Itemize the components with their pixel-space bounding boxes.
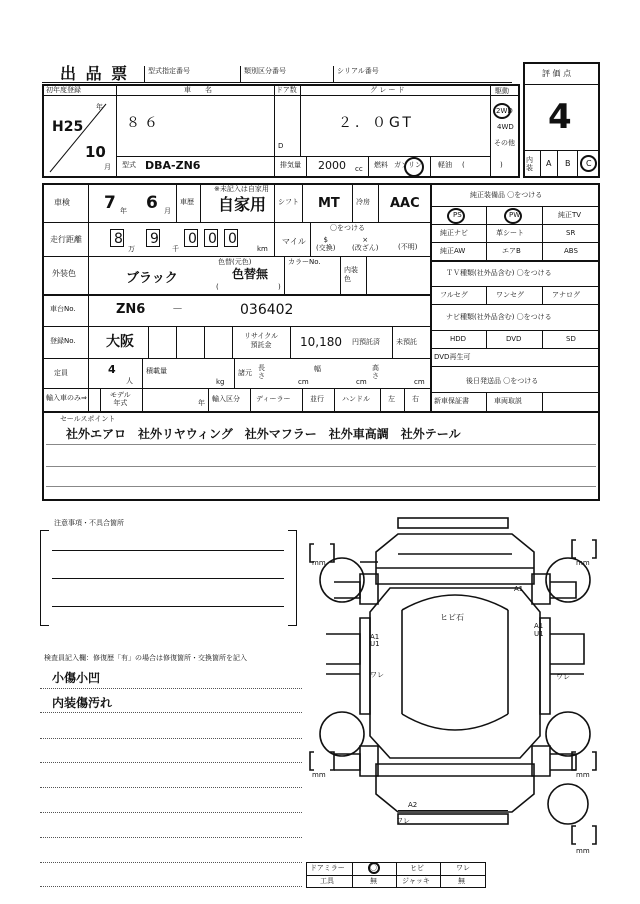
drive-other: その他 (494, 139, 515, 147)
fuel-circle (404, 157, 424, 177)
month-unit: 月 (104, 163, 111, 171)
mm-rear-left: mm (312, 771, 326, 779)
length-cm: cm (298, 378, 309, 386)
recycle-unit: 円預託済 (352, 338, 380, 346)
footer-hibi: ヒビ (410, 864, 424, 872)
mileage-digit-0: 8 (114, 231, 123, 247)
equip-leather: 革シート (496, 229, 524, 237)
car-name-label: 車 名 (184, 86, 212, 94)
equip-pw-circle (504, 208, 522, 224)
width-cm: cm (356, 378, 367, 386)
chassis-number: 036402 (240, 302, 294, 318)
notes-label: 注意事項・不具合箇所 (54, 519, 124, 527)
tv-fullseg: フルセグ (440, 291, 468, 299)
shift-value: MT (318, 196, 340, 211)
doors-label: ドア数 (276, 86, 297, 94)
mileage-digit-1: 9 (150, 231, 159, 247)
windshield-top (402, 595, 508, 610)
tv-oneseg: ワンセグ (496, 291, 524, 299)
altered-label: × (改ざん) (352, 236, 379, 252)
equip-ps-circle (447, 208, 465, 224)
mm-spare: mm (576, 847, 590, 855)
man-label: 万 (128, 245, 135, 253)
unknown-label: (不明) (398, 243, 418, 251)
equip-navi: 純正ナビ (440, 229, 468, 237)
sales-point-label: セールスポイント (60, 415, 116, 423)
serial-label: シリアル番号 (337, 67, 379, 75)
tv-title: ＴＶ種類(社外品含む) 〇をつける (446, 269, 552, 277)
drive-label: 駆動 (495, 87, 509, 95)
chassis-prefix: ZN6 (116, 302, 146, 317)
mark-crack-right: ワレ (556, 673, 570, 681)
reg-value: 大阪 (106, 334, 134, 350)
later-manual: 車両取説 (494, 397, 522, 405)
mm-front-left: mm (312, 559, 326, 567)
footer-mirror-circle (368, 862, 380, 874)
navi-sd: SD (566, 335, 576, 343)
note-line-0: 小傷小凹 (52, 671, 101, 685)
wheel-rear-right (546, 712, 590, 756)
mark-chip: ヒビ石 (440, 613, 464, 622)
fuel-label: 燃料 (374, 161, 388, 169)
equip-abs: ABS (564, 247, 578, 255)
int-color-label: 内装色 (344, 266, 358, 283)
note-line-1: 内装傷汚れ (52, 696, 113, 710)
parallel-label: 並行 (310, 395, 324, 403)
mm-front-right: mm (576, 559, 590, 567)
sen-label: 千 (172, 245, 179, 253)
history-note: ※未記入は自家用 (214, 185, 269, 193)
footer-jack-label: ジャッキ (402, 877, 430, 885)
hood (376, 534, 534, 584)
shaken-year: 7 (104, 193, 116, 213)
mileage-digit-3: 0 (208, 231, 217, 247)
grade-value: ２．０GT (338, 115, 414, 131)
footer-tool-value: 無 (370, 877, 377, 885)
color-no-label: カラーNo. (288, 258, 321, 266)
handle-label: ハンドル (342, 395, 370, 403)
interior-c-circle (580, 155, 597, 172)
footer-tool-label: 工具 (320, 877, 334, 885)
front-bumper (398, 518, 508, 528)
dims-label: 諸元 (238, 369, 252, 377)
rear-bumper (398, 814, 508, 824)
mm-rear-right: mm (576, 771, 590, 779)
equip-airbag: エアB (502, 247, 521, 255)
doors-value: D (278, 142, 284, 150)
color-change-value: 色替無 (232, 267, 269, 281)
import-label: 輸入車のみ⇒ (46, 394, 87, 402)
year-unit: 年 (96, 103, 103, 111)
paren-close: ) (500, 161, 503, 169)
history-label: 車歴 (180, 198, 194, 206)
km-label: km (257, 245, 268, 253)
equip-pw: PW (509, 211, 521, 219)
length-label: 長さ (258, 364, 265, 380)
interior-a: A (546, 159, 552, 168)
score-value: 4 (548, 97, 572, 137)
ac-label: 冷房 (356, 198, 370, 206)
height-label: 高さ (372, 364, 379, 380)
later-title: 後日発送品 〇をつける (466, 377, 539, 385)
interior-label: 内装 (526, 156, 533, 172)
later-warranty: 新車保証書 (434, 397, 469, 405)
recycle-unpaid: 未預託 (396, 338, 417, 346)
navi-hdd: HDD (450, 335, 467, 343)
wheel-rear-left (320, 712, 364, 756)
score-label: 評 価 点 (542, 69, 572, 78)
mark-a1-front: A1 (514, 585, 524, 593)
circle-note: 〇をつける (330, 224, 365, 232)
mark-a1-u1-right: A1 U1 (534, 622, 544, 638)
shaken-month: 6 (146, 193, 158, 213)
footer-mirror-label: ドアミラー (310, 864, 345, 872)
navi-dvd: DVD (506, 335, 522, 343)
light-oil-label: 軽油 (438, 161, 452, 169)
wheel-front-left (320, 558, 364, 602)
right-label: 右 (412, 395, 419, 403)
capacity-label: 定員 (54, 369, 68, 377)
inspector-label: 検査員記入欄：修復歴「有」の場合は修復箇所・交換箇所を記入 (44, 654, 247, 662)
mileage-label: 走行距離 (50, 235, 82, 244)
class-label: 類別区分番号 (244, 67, 286, 75)
tv-analog: アナログ (552, 291, 580, 299)
mark-a1-u1-left: A1 U1 (370, 633, 380, 648)
width-label: 幅 (314, 365, 321, 373)
model-label: 型式 (122, 161, 136, 169)
model-cert-label: 型式指定番号 (148, 67, 190, 75)
model-year-label: モデル 年式 (110, 391, 131, 407)
ext-color-value: ブラック (126, 271, 178, 286)
footer-jack-value: 無 (458, 877, 465, 885)
fuel-value: ガソリン (394, 161, 422, 169)
car-diagram (306, 514, 606, 858)
chassis-dash: － (172, 302, 183, 315)
first-reg-year: H25 (52, 119, 84, 135)
displacement-value: 2000 (318, 159, 346, 172)
displacement-unit: cc (355, 165, 363, 173)
import-class-label: 輸入区分 (212, 395, 240, 403)
exchange-label: $ (交換) (316, 236, 336, 252)
grade-label: グ レ ー ド (370, 86, 405, 94)
equip-sr: SR (566, 229, 576, 237)
interior-b: B (565, 159, 571, 168)
recycle-label: リサイクル 預託金 (244, 332, 279, 349)
genuine-title: 純正装備品 〇をつける (470, 191, 543, 199)
shaken-month-unit: 月 (164, 207, 171, 215)
spare-tire (548, 784, 588, 824)
sales-point-text: 社外エアロ 社外リヤウィング 社外マフラー 社外車高調 社外テール (66, 427, 461, 441)
mark-crack-rear: ワレ (396, 817, 410, 825)
first-reg-label: 初年度登録 (46, 86, 81, 94)
mileage-digit-2: 0 (188, 231, 197, 247)
footer-ware: ワレ (456, 864, 470, 872)
footer-mirror-value: 〇 (370, 864, 377, 872)
navi-title: ナビ種類(社外品含む) 〇をつける (446, 313, 552, 321)
chassis-label: 車台No. (50, 305, 76, 313)
history-value: 自家用 (218, 195, 267, 214)
dvd-playable: DVD再生可 (434, 353, 471, 361)
mark-crack-left: ワレ (370, 671, 384, 679)
shaken-label: 車検 (54, 198, 70, 207)
recycle-value: 10,180 (300, 335, 342, 349)
displacement-label: 排気量 (280, 161, 301, 169)
ac-value: AAC (390, 196, 420, 211)
shaken-year-unit: 年 (120, 207, 127, 215)
drive-2wd-circle (493, 103, 511, 119)
reg-label: 登録No. (50, 337, 76, 345)
form-title: 出 品 票 (60, 64, 130, 83)
capacity-unit: 人 (126, 377, 133, 385)
model-year-unit: 年 (198, 399, 205, 407)
dealer-label: ディーラー (256, 395, 291, 403)
kg-label: kg (216, 378, 225, 386)
left-label: 左 (388, 395, 395, 403)
equip-aw: 純正AW (440, 247, 466, 255)
interior-c: C (586, 159, 592, 168)
rear-glass (402, 714, 508, 730)
paren-open: ( (462, 161, 465, 169)
drive-4wd: 4WD (497, 123, 514, 131)
mark-a2: A2 (408, 801, 418, 809)
equip-tv: 純正TV (558, 211, 582, 219)
load-label: 積載量 (146, 367, 167, 375)
first-reg-month: 10 (85, 143, 106, 161)
height-cm: cm (414, 378, 425, 386)
model-value: DBA-ZN6 (145, 159, 201, 172)
color-change-label: 色替(元色) (218, 258, 252, 266)
mile-label: マイル (282, 237, 306, 246)
drive-2wd: 2WD (496, 107, 513, 115)
capacity-value: 4 (108, 363, 116, 376)
ext-color-label: 外装色 (52, 269, 76, 278)
trunk (376, 764, 534, 812)
car-name-value: ８６ (126, 115, 162, 131)
shift-label: シフト (278, 198, 299, 206)
equip-ps: PS (453, 211, 462, 219)
mileage-digit-4: 0 (228, 231, 237, 247)
